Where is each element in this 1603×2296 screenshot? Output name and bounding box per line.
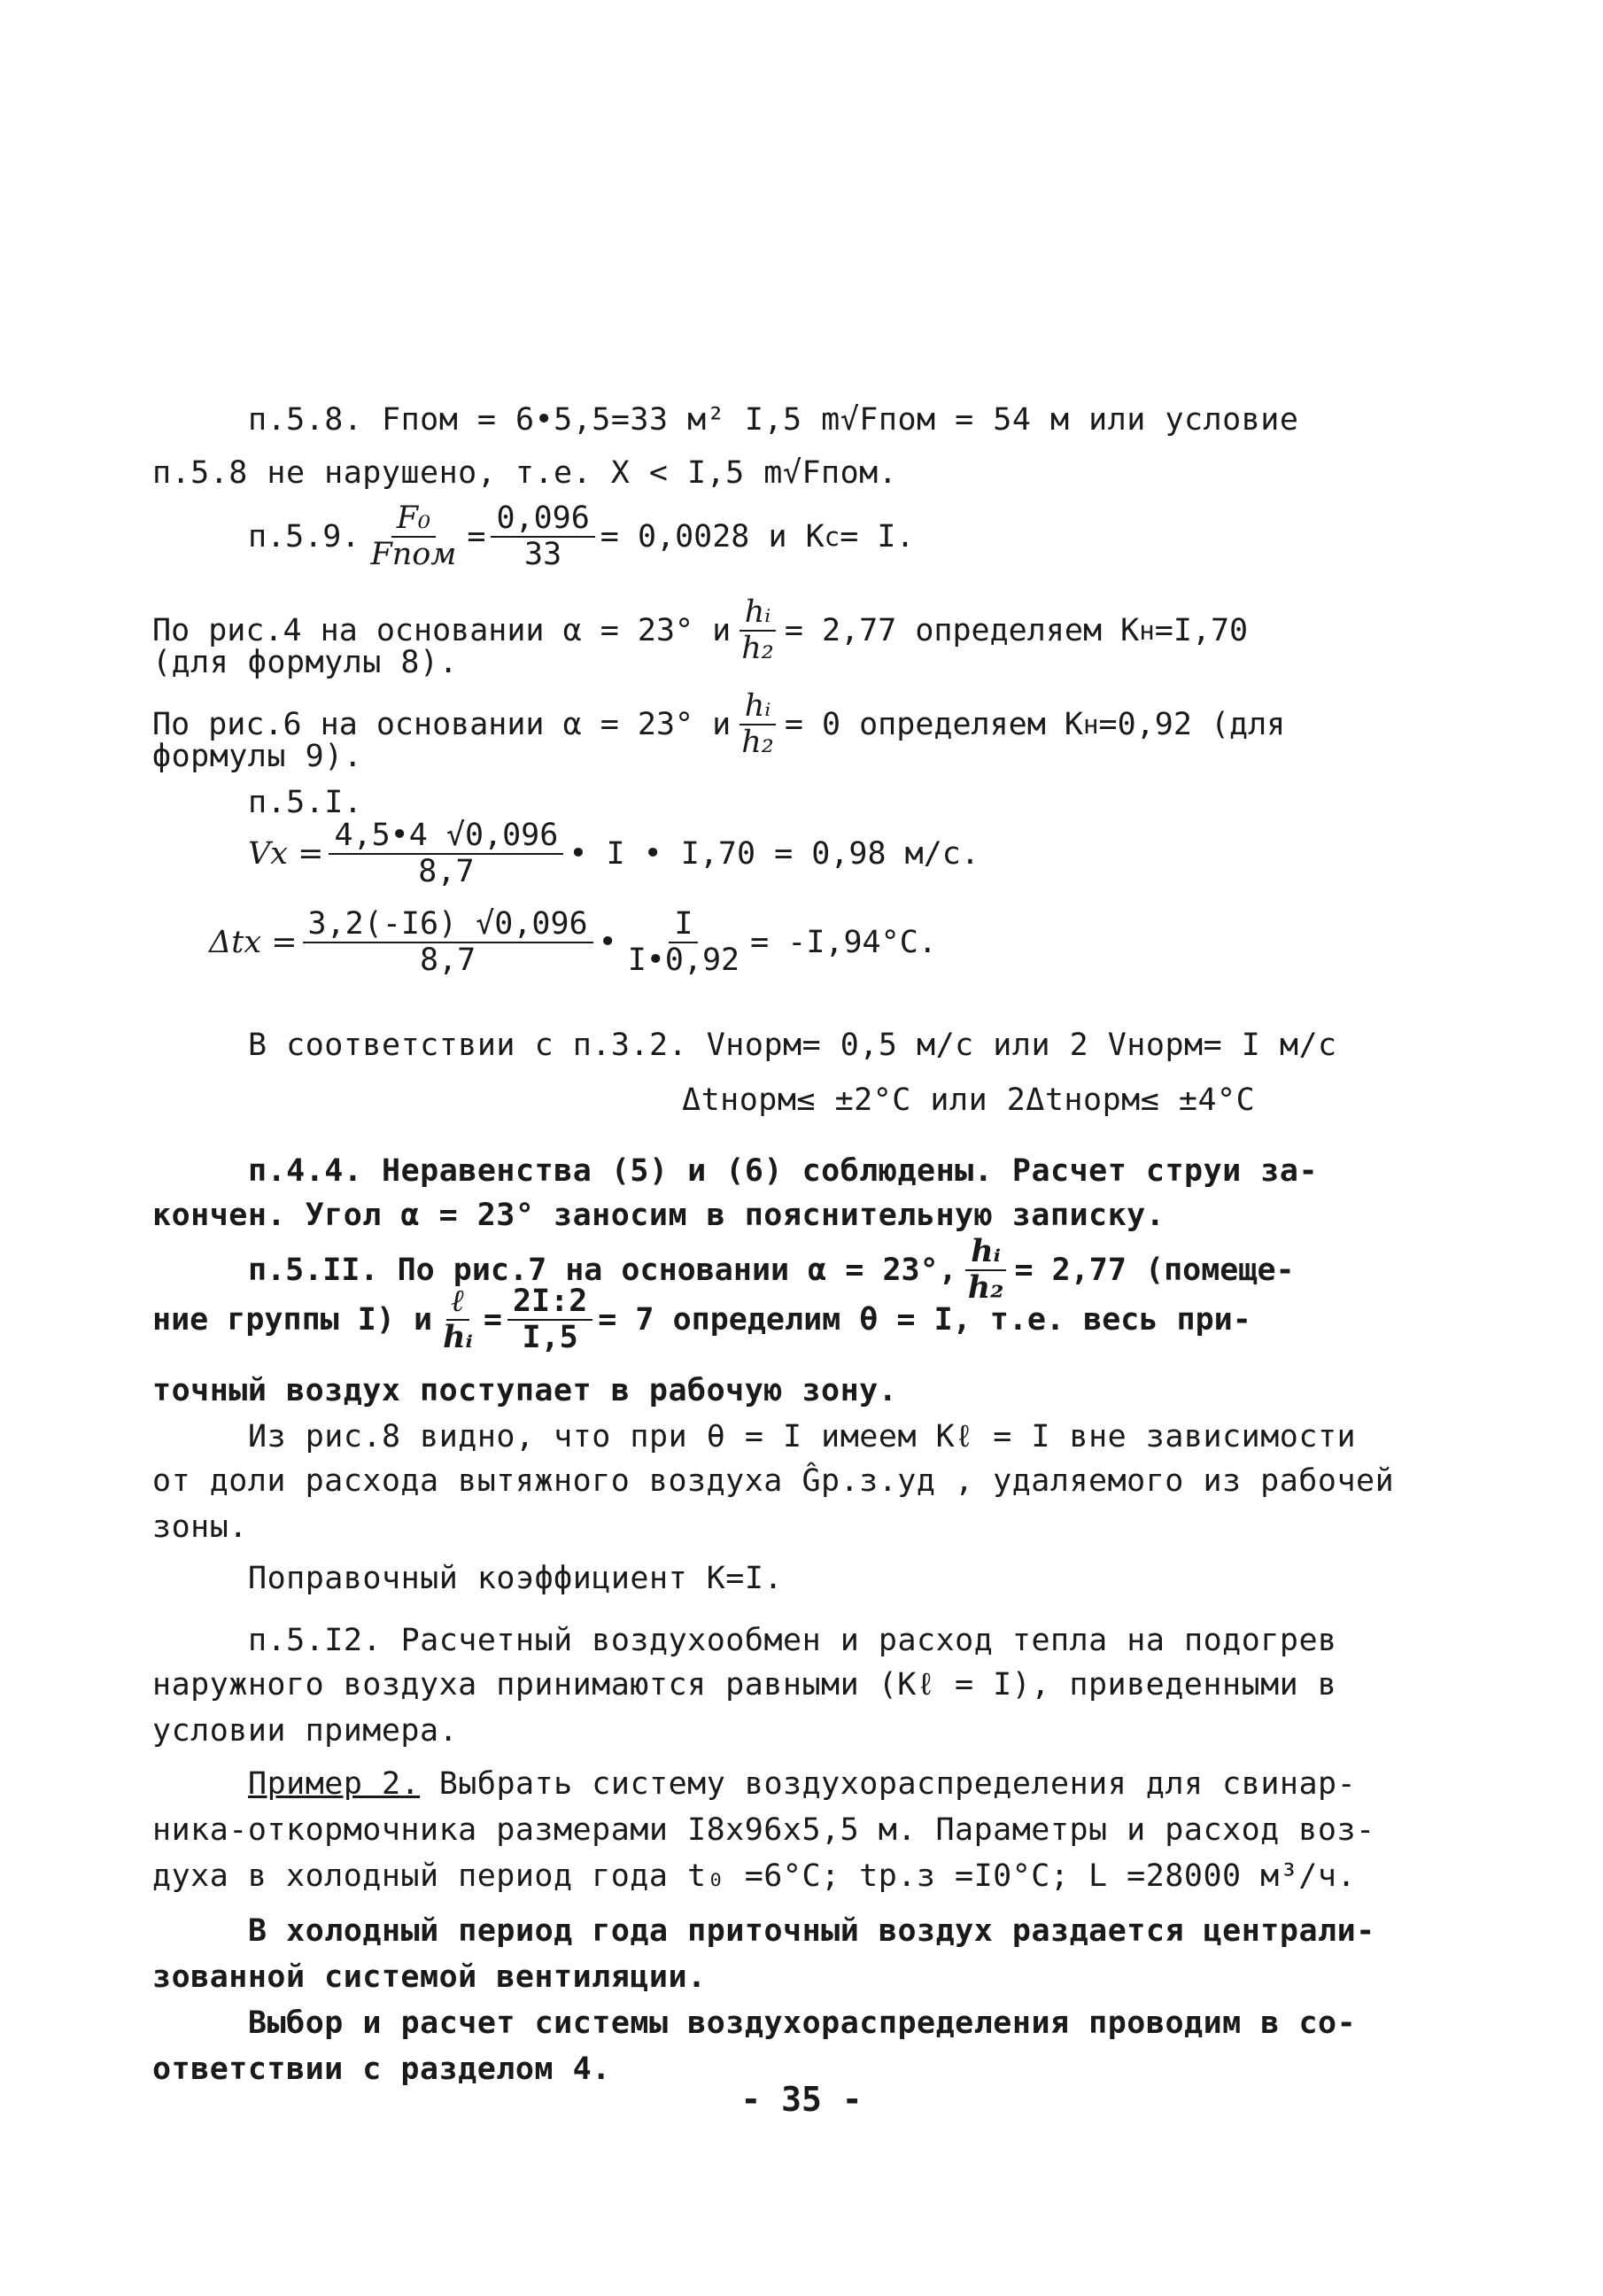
fraction [623,907,745,977]
fraction-denominator: h₂ [741,630,774,666]
text-line: В соответствии с п.3.2. Vнорм= 0,5 м/с или 2 Vнорм= I м/с [248,1028,1337,1063]
text-fragment: Vx = [248,835,324,872]
text-line: условии примера. [152,1713,459,1749]
subscript: c [824,521,840,552]
text-fragment: • I • I,70 = 0,98 м/с. [569,835,980,872]
text-fragment: ние группы I) и [152,1301,433,1338]
subscript: н [1082,709,1099,740]
text-fragment: По рис.6 на основании α = 23° и [152,706,732,742]
formula-velocity [248,818,980,888]
text-fragment: = 0 определяем K [784,706,1083,742]
fraction [491,501,594,571]
text-fragment: = [467,518,486,555]
text-fragment: = 0,0028 и K [600,518,825,555]
fraction-denominator: 33 [524,536,562,572]
text-line: формулы 9). [152,739,363,774]
fraction-numerator: 2I:2 [507,1284,592,1321]
text-fragment: п.5.II. По рис.7 на основании α = 23°, [248,1252,957,1288]
text-fragment: = -I,94°C. [750,924,937,960]
text-line: п.5.I. [248,785,363,820]
text-line: (для формулы 8). [152,645,459,680]
text-fragment: = 2,77 (помеще- [1014,1252,1295,1288]
text-line: зованной системой вентиляции. [152,1959,707,1995]
text-line: Δtнорм≤ ±2°C или 2Δtнорм≤ ±4°C [682,1082,1256,1118]
text-line: п.4.4. Неравенства (5) и (6) соблюдены. Расчет струи за- [248,1153,1319,1189]
fraction-numerator: hᵢ [740,595,777,632]
text-fragment: По рис.4 на основании α = 23° и [152,612,732,648]
text-line: ответствии с разделом 4. [152,2052,611,2087]
text-line: п.5.8. Fпом = 6•5,5=33 м² I,5 m√Fпом = 54 м или условие [248,402,1299,438]
fraction-numerator: hᵢ [740,689,777,725]
text-line: кончен. Угол α = 23° заносим в пояснительную записку. [152,1198,1165,1233]
text-line: Выбор и расчет системы воздухораспределения проводим в со- [248,2005,1357,2041]
fraction-numerator: 4,5•4 √0,096 [329,818,563,855]
fraction [438,1284,478,1354]
text-line: зоны. [152,1509,248,1545]
text-line: ника-откормочника размерами I8x96x5,5 м. Параметры и расход воз- [152,1812,1375,1848]
fraction-numerator: F₀ [391,501,436,538]
fraction-numerator: I [669,907,698,943]
text-line: п.5.8 не нарушено, т.е. X < I,5 m√Fпом. [152,455,898,491]
text-line: точный воздух поступает в рабочую зону. [152,1373,898,1408]
text-line: от доли расхода вытяжного воздуха Ĝр.з.уд , удаляемого из рабочей [152,1463,1395,1499]
text-fragment: = 7 определим θ = I, т.е. весь при- [598,1301,1251,1338]
text-fragment: • [598,924,617,960]
fraction [329,818,563,888]
fraction-denominator: 8,7 [419,942,476,978]
fraction-denominator: I,5 [522,1319,578,1355]
fraction-numerator: ℓ [446,1284,470,1321]
text-line: наружного воздуха принимаются равными (Kℓ = I), приведенными в [152,1667,1337,1703]
formula-line [152,1284,1251,1354]
formula-temperature [209,907,937,977]
fraction-numerator: hᵢ [965,1235,1006,1271]
text-line: В холодный период года приточный воздух раздается централи- [248,1913,1375,1949]
text-line: духа в холодный период года t₀ =6°C; tр.з =I0°C; L =28000 м³/ч. [152,1858,1357,1894]
fraction-numerator: 0,096 [491,501,594,538]
text-fragment: =I,70 [1154,612,1249,648]
text-line: п.5.I2. Расчетный воздухообмен и расход тепла на подогрев [248,1623,1337,1658]
text-line: Поправочный коэффициент K=I. [248,1561,784,1596]
text-fragment: = 2,77 определяем K [784,612,1140,648]
fraction-denominator: Fпом [370,536,457,572]
fraction-numerator: 3,2(-I6) √0,096 [303,907,593,943]
fraction-denominator: hᵢ [443,1318,473,1355]
fraction-denominator: h₂ [967,1268,1004,1306]
text-line [248,1765,1356,1803]
fraction [507,1284,592,1354]
text-fragment: Выбрать систему воздухораспределения для свинар- [420,1766,1357,1802]
text-fragment: Δtx = [209,924,298,960]
fraction-denominator: h₂ [741,724,774,760]
fraction [736,689,779,759]
subscript: н [1139,615,1155,646]
fraction [365,501,461,571]
fraction [736,595,779,665]
fraction-denominator: I•0,92 [627,942,740,978]
formula-line [248,501,915,571]
page-number: - 35 - [740,2080,863,2119]
text-fragment: = [483,1301,502,1338]
fraction-denominator: 8,7 [418,853,475,889]
text-fragment: п.5.9. [248,518,360,555]
example-heading: Пример 2. [248,1766,421,1802]
text-fragment: = I. [840,518,915,555]
text-fragment: =0,92 (для [1098,706,1286,742]
fraction [303,907,593,977]
text-line: Из рис.8 видно, что при θ = I имеем Kℓ = I вне зависимости [248,1419,1357,1454]
